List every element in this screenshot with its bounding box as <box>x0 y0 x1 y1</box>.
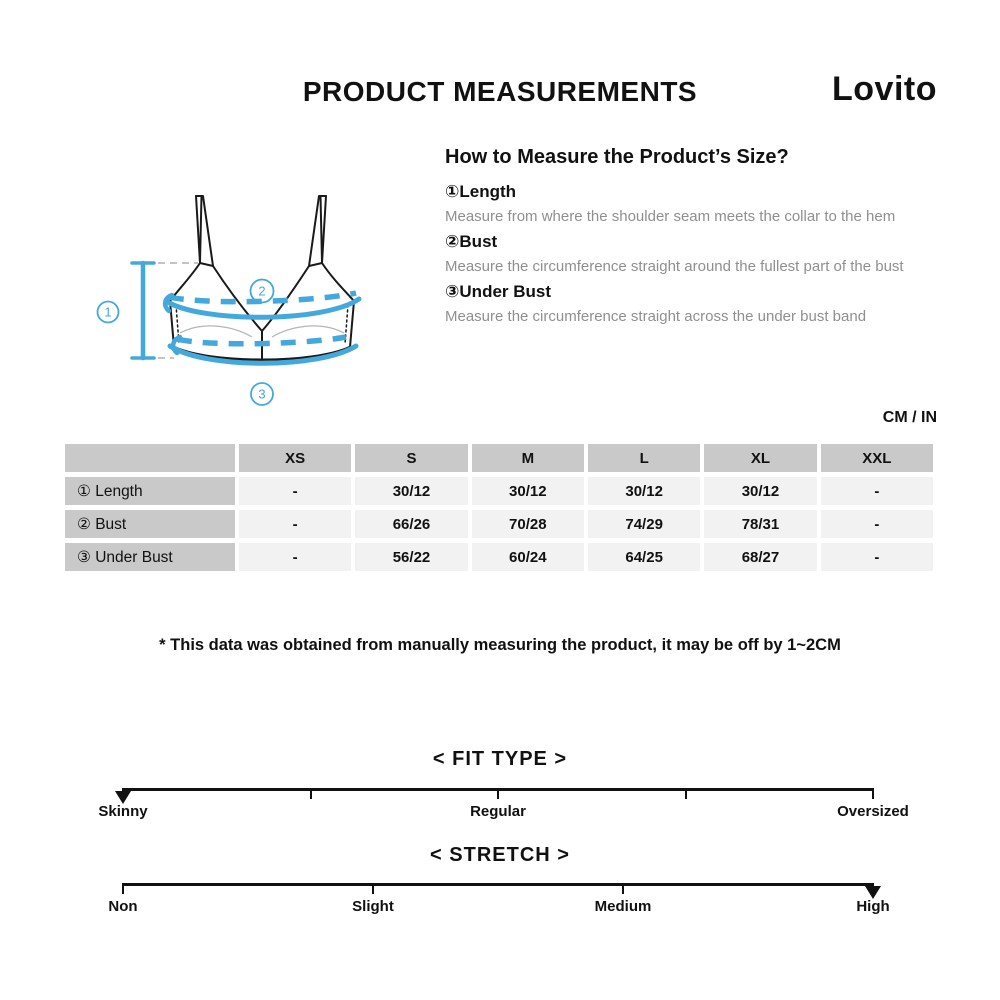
brand-logo: Lovito <box>832 70 937 108</box>
bust-l: 74/29 <box>588 510 700 538</box>
underbust-xl: 68/27 <box>704 543 816 571</box>
fit-type-label-regular: Regular <box>470 803 526 820</box>
underbust-xxl: - <box>821 543 933 571</box>
bust-m: 70/28 <box>472 510 584 538</box>
fit-type-scale <box>98 788 909 830</box>
row-label-bust: ② Bust <box>65 510 235 538</box>
guide-label-3: Under Bust <box>459 282 552 301</box>
marker-3-number: 3 <box>258 386 266 402</box>
stretch-label-slight: Slight <box>352 898 394 915</box>
col-header-m: M <box>472 444 584 472</box>
measurement-overlays <box>132 263 359 363</box>
table-row-length <box>65 477 933 505</box>
row-label-underbust: ③ Under Bust <box>65 543 235 571</box>
measure-guide <box>445 146 923 329</box>
fit-type-label-oversized: Oversized <box>837 803 909 820</box>
col-header-xl: XL <box>704 444 816 472</box>
guide-num-3: ③ <box>445 282 460 301</box>
marker-1-number: 1 <box>104 304 112 320</box>
bust-xl: 78/31 <box>704 510 816 538</box>
stretch-axis <box>123 883 873 886</box>
length-m: 30/12 <box>472 477 584 505</box>
stretch-scale <box>108 883 890 925</box>
measurement-diagram <box>80 150 440 420</box>
length-xl: 30/12 <box>704 477 816 505</box>
guide-item-underbust <box>445 279 923 329</box>
col-header-xxl: XXL <box>821 444 933 472</box>
underbust-s: 56/22 <box>355 543 467 571</box>
guide-heading: How to Measure the Product’s Size? <box>445 146 789 168</box>
table-row-underbust <box>65 543 933 571</box>
guide-num-2: ② <box>445 232 460 251</box>
length-xxl: - <box>821 477 933 505</box>
row-label-length: ① Length <box>65 477 235 505</box>
guide-item-length <box>445 179 923 229</box>
stretch-title: < STRETCH > <box>430 844 570 866</box>
bust-s: 66/26 <box>355 510 467 538</box>
underbust-m: 60/24 <box>472 543 584 571</box>
underbust-l: 64/25 <box>588 543 700 571</box>
stretch-label-medium: Medium <box>594 898 652 915</box>
underbust-xs: - <box>239 543 351 571</box>
fit-type-title: < FIT TYPE > <box>432 748 568 770</box>
size-table-header-row <box>65 444 933 472</box>
stretch-label-non: Non <box>108 898 138 915</box>
marker-2-number: 2 <box>258 283 266 299</box>
guide-desc-2: Measure the circumference straight around the fullest part of the bust <box>445 258 904 275</box>
guide-item-bust <box>445 229 923 279</box>
length-s: 30/12 <box>355 477 467 505</box>
bust-xs: - <box>239 510 351 538</box>
disclaimer-note: * This data was obtained from manually measuring the product, it may be off by 1~2CM <box>159 636 841 654</box>
bra-outline <box>170 196 354 361</box>
bust-xxl: - <box>821 510 933 538</box>
length-l: 30/12 <box>588 477 700 505</box>
col-header-s: S <box>355 444 467 472</box>
units-label: CM / IN <box>882 409 937 426</box>
col-header-l: L <box>588 444 700 472</box>
size-table-corner <box>65 444 235 472</box>
bra-illustration <box>80 150 440 420</box>
stretch-label-high: High <box>856 898 890 915</box>
guide-desc-3: Measure the circumference straight across the under bust band <box>445 308 867 325</box>
table-row-bust <box>65 510 933 538</box>
guide-label-2: Bust <box>459 232 498 251</box>
page-title: PRODUCT MEASUREMENTS <box>302 76 698 107</box>
size-table <box>61 439 937 576</box>
fit-type-label-skinny: Skinny <box>98 803 148 820</box>
guide-num-1: ① <box>445 182 460 201</box>
guide-desc-1: Measure from where the shoulder seam meets the collar to the hem <box>445 208 896 225</box>
length-xs: - <box>239 477 351 505</box>
col-header-xs: XS <box>239 444 351 472</box>
guide-label-1: Length <box>459 182 517 201</box>
